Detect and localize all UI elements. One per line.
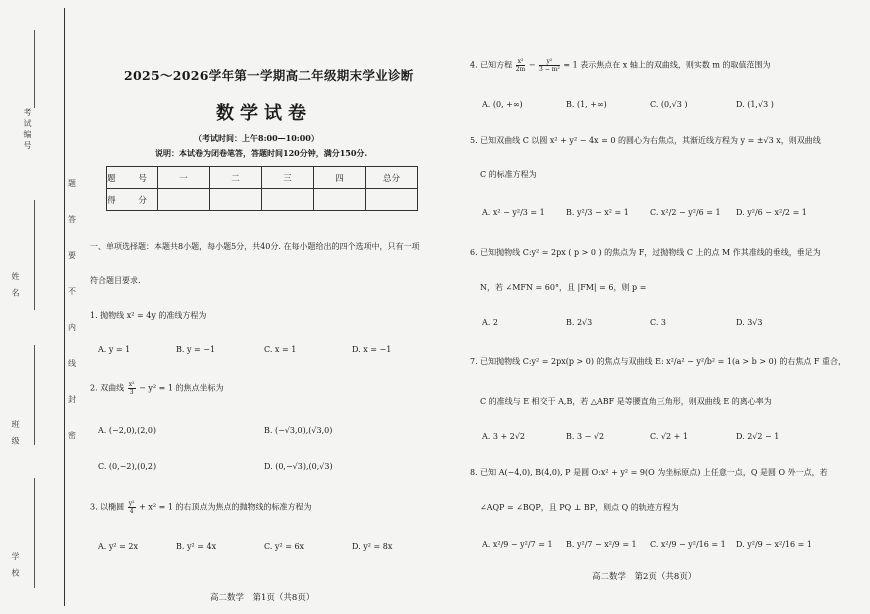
q1-option-c[interactable]: C. x = 1 (264, 345, 297, 354)
q1-option-b[interactable]: B. y = −1 (176, 345, 216, 354)
q2-option-b[interactable]: B. (−√3,0),(√3,0) (264, 426, 333, 435)
class-label: 班 级 (11, 420, 20, 448)
question-8-stem-cont: ∠AQP = ∠BQP，且 PQ ⊥ BP，则点 Q 的轨迹方程为 (480, 503, 679, 512)
subject-title: 数学试卷 (216, 103, 312, 124)
q5-option-c[interactable]: C. x²/2 − y²/6 = 1 (650, 208, 721, 217)
q6-option-b[interactable]: B. 2√3 (566, 318, 593, 327)
question-7-stem-cont: C 的准线与 E 相交于 A,B，若 △ABF 是等腰直角三角形，则双曲线 E 的离心率为 (480, 397, 772, 406)
name-fill-line (34, 200, 35, 310)
q4-option-b[interactable]: B. (1, +∞) (566, 100, 607, 109)
seal-char: 线 (68, 359, 76, 368)
q3-option-a[interactable]: A. y² = 2x (98, 542, 138, 551)
page-footer-right: 高二数学 第2页（共8页） (592, 572, 697, 582)
q5-option-a[interactable]: A. x² − y²/3 = 1 (482, 208, 545, 217)
q8-option-d[interactable]: D. y²/9 − x²/16 = 1 (736, 540, 812, 549)
seal-char: 不 (68, 287, 76, 296)
q3-option-b[interactable]: B. y² = 4x (176, 542, 217, 551)
q7-option-a[interactable]: A. 3 + 2√2 (482, 432, 526, 441)
seal-char: 题 (68, 179, 76, 188)
score-table-score-row (107, 189, 418, 211)
score-cell[interactable] (210, 189, 262, 211)
class-fill-line (34, 345, 35, 445)
section1-instructions: 一、单项选择题：本题共8小题，每小题5分，共40分. 在每小题给出的四个选项中，只有一项 (90, 242, 420, 251)
exam-title: 2025～2026学年第一学期高二年级期末学业诊断 (124, 68, 414, 83)
question-2-stem: 2. 双曲线 $\frac{\text{x²}}{3}$ − y² = 1 的焦点坐标为 (90, 381, 224, 396)
question-1-stem: 1. 抛物线 x² = 4y 的准线方程为 (90, 311, 207, 320)
seal-char: 封 (68, 395, 76, 404)
question-3-stem: 3. 以椭圆 $\frac{\text{y²}}{4}$ + x² = 1 的右顶点为焦点的抛物线的标准方程为 (90, 500, 312, 515)
q4-option-d[interactable]: D. (1,√3 ) (736, 100, 774, 109)
score-row-label: 得 分 (107, 189, 158, 211)
exam-no-fill-line (34, 30, 35, 108)
question-7-stem: 7. 已知抛物线 C:y² = 2px(p > 0) 的焦点与双曲线 E: x²/a² − y²/b² = 1(a > b > 0) 的右焦点 F 重合， (470, 357, 846, 366)
question-6-stem-cont: N，若 ∠MFN = 60°，且 |FM| = 6，则 p = (480, 283, 647, 292)
score-cell[interactable] (366, 189, 418, 211)
q8-option-a[interactable]: A. x²/9 − y²/7 = 1 (482, 540, 553, 549)
question-5-stem: 5. 已知双曲线 C 以圆 x² + y² − 4x = 0 的圆心为右焦点，其渐近线方程为 y = ±√3 x，则双曲线 (470, 136, 821, 145)
seal-char: 密 (68, 431, 76, 440)
score-header-cell: 四 (314, 167, 366, 189)
page-footer-left: 高二数学 第1页（共8页） (210, 593, 315, 603)
name-label: 姓 名 (11, 272, 20, 300)
school-fill-line (34, 478, 35, 588)
q4-option-c[interactable]: C. (0,√3 ) (650, 100, 688, 109)
q1-option-a[interactable]: A. y = 1 (98, 345, 131, 354)
q2-option-a[interactable]: A. (−2,0),(2,0) (98, 426, 157, 435)
q8-option-b[interactable]: B. y²/7 − x²/9 = 1 (566, 540, 637, 549)
q7-option-d[interactable]: D. 2√2 − 1 (736, 432, 780, 441)
seal-char: 内 (68, 323, 76, 332)
q6-option-a[interactable]: A. 2 (482, 318, 498, 327)
q8-option-c[interactable]: C. x²/9 − y²/16 = 1 (650, 540, 726, 549)
school-label: 学 校 (11, 552, 20, 580)
q1-option-d[interactable]: D. x = −1 (352, 345, 392, 354)
q4-option-a[interactable]: A. (0, +∞) (482, 100, 523, 109)
question-8-stem: 8. 已知 A(−4,0), B(4,0), P 是圆 O:x² + y² = 9(O 为坐标原点) 上任意一点，Q 是圆 O 外一点，若 (470, 468, 828, 477)
q2-option-d[interactable]: D. (0,−√3),(0,√3) (264, 462, 333, 471)
score-header-cell: 总分 (366, 167, 418, 189)
q5-option-b[interactable]: B. y²/3 − x² = 1 (566, 208, 629, 217)
q3-option-d[interactable]: D. y² = 8x (352, 542, 393, 551)
exam-no-label: 考试编号 (23, 108, 32, 152)
question-6-stem: 6. 已知抛物线 C:y² = 2px ( p > 0 ) 的焦点为 F，过抛物线 C 上的点 M 作其准线的垂线，垂足为 (470, 248, 821, 257)
question-5-stem-cont: C 的标准方程为 (480, 170, 537, 179)
score-header-cell: 三 (262, 167, 314, 189)
score-table-header-row (107, 167, 418, 189)
score-header-cell: 二 (210, 167, 262, 189)
score-header-cell: 题 号 (107, 167, 158, 189)
score-cell[interactable] (262, 189, 314, 211)
seal-char: 要 (68, 251, 76, 260)
q5-option-d[interactable]: D. y²/6 − x²/2 = 1 (736, 208, 807, 217)
seal-char: 答 (68, 215, 76, 224)
question-4-stem: 4. 已知方程 $\frac{\text{x²}}{2m}$ − $\frac{\text{y²}}{\text{3 − m²}}$ = 1 表示焦点在 x 轴上的双曲线，则实数 m 的取值范围为 (470, 58, 771, 73)
q6-option-d[interactable]: D. 3√3 (736, 318, 763, 327)
score-cell[interactable] (158, 189, 210, 211)
q7-option-b[interactable]: B. 3 − √2 (566, 432, 605, 441)
q3-option-c[interactable]: C. y² = 6x (264, 542, 305, 551)
binding-line (64, 8, 65, 606)
exam-time: （考试时间：上午8:00—10:00） (194, 133, 319, 143)
exam-note: 说明：本试卷为闭卷笔答，答题时间120分钟，满分150分. (155, 148, 368, 158)
q6-option-c[interactable]: C. 3 (650, 318, 667, 327)
q2-option-c[interactable]: C. (0,−2),(0,2) (98, 462, 157, 471)
score-cell[interactable] (314, 189, 366, 211)
section1-instructions-cont: 符合题目要求. (90, 276, 141, 285)
score-header-cell: 一 (158, 167, 210, 189)
score-table (106, 166, 418, 211)
q7-option-c[interactable]: C. √2 + 1 (650, 432, 688, 441)
